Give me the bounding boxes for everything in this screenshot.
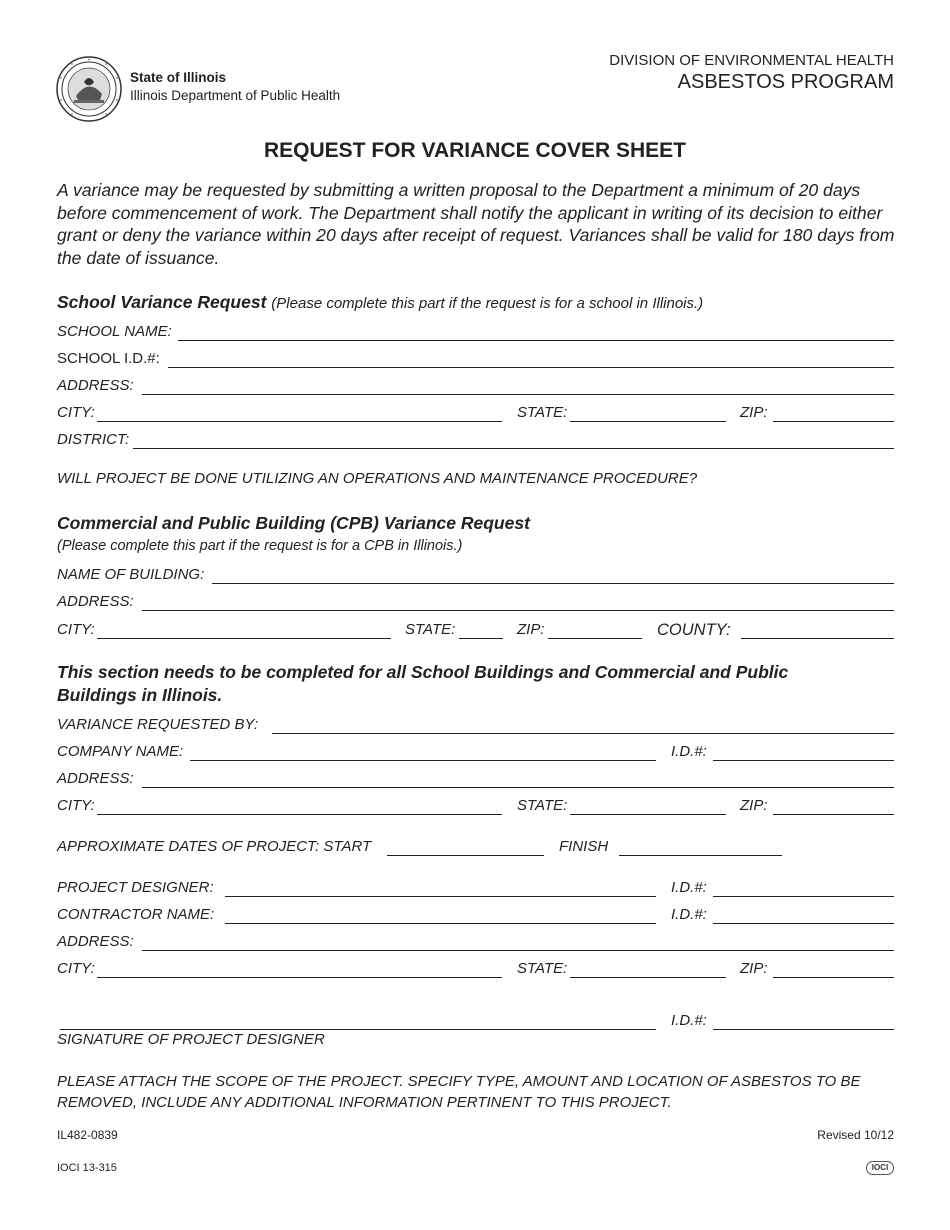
company-id-label: I.D.#: (671, 743, 707, 760)
school-district-row (57, 431, 894, 451)
company-id-field[interactable] (713, 760, 894, 761)
school-id-row (57, 350, 894, 370)
contractor-id-label: I.D.#: (671, 906, 707, 923)
school-name-row (57, 323, 894, 343)
signature-caption-row (57, 1031, 894, 1051)
designer-label: PROJECT DESIGNER: (57, 879, 214, 896)
om-question-row (57, 470, 894, 490)
cpb-zip-field[interactable] (548, 638, 642, 639)
school-state-field[interactable] (570, 421, 726, 422)
company-field[interactable] (190, 760, 656, 761)
header-program: ASBESTOS PROGRAM (677, 71, 894, 93)
designer-row (57, 879, 894, 899)
contractor-state-label: STATE: (517, 960, 568, 977)
designer-id-field[interactable] (713, 896, 894, 897)
header-state: State of Illinois (130, 70, 227, 85)
state-seal-logo (56, 56, 122, 122)
requested-by-row (57, 716, 894, 736)
signature-row (57, 1012, 894, 1032)
contractor-address-label: ADDRESS: (57, 933, 134, 950)
cpb-note: (Please complete this part if the request is for a CPB in Illinois.) (57, 538, 463, 554)
company-state-label: STATE: (517, 797, 568, 814)
cpb-building-row (57, 566, 894, 586)
ioci-logo: IOCI (866, 1161, 894, 1175)
header-division: DIVISION OF ENVIRONMENTAL HEALTH (609, 52, 894, 69)
contractor-address-field[interactable] (142, 950, 894, 951)
cpb-state-label: STATE: (405, 621, 456, 638)
cpb-address-row (57, 593, 894, 613)
ioci-number: IOCI 13-315 (57, 1162, 117, 1174)
school-zip-label: ZIP: (740, 404, 768, 421)
contractor-zip-field[interactable] (773, 977, 894, 978)
school-address-label: ADDRESS: (57, 377, 134, 394)
company-state-field[interactable] (570, 814, 726, 815)
school-city-row (57, 404, 894, 424)
school-heading: School Variance Request (57, 292, 267, 312)
cpb-address-label: ADDRESS: (57, 593, 134, 610)
contractor-zip-label: ZIP: (740, 960, 768, 977)
company-city-field[interactable] (97, 814, 502, 815)
school-district-label: DISTRICT: (57, 431, 130, 448)
school-zip-field[interactable] (773, 421, 894, 422)
cpb-address-field[interactable] (142, 610, 894, 611)
signature-caption: SIGNATURE OF PROJECT DESIGNER (57, 1031, 325, 1048)
company-city-label: CITY: (57, 797, 95, 814)
cpb-city-label: CITY: (57, 621, 95, 638)
school-address-field[interactable] (142, 394, 894, 395)
school-address-row (57, 377, 894, 397)
contractor-address-row (57, 933, 894, 953)
cpb-zip-label: ZIP: (517, 621, 545, 638)
finish-date-field[interactable] (619, 855, 782, 856)
requested-by-field[interactable] (272, 733, 894, 734)
contractor-city-row (57, 960, 894, 980)
intro-paragraph: A variance may be requested by submitting a written proposal to the Department a minimum of 20 days before commencement of work. The Department shall notify the applicant in writing of its decision to either grant or deny the variance within 20 days after receipt of request. Variances shall be valid for 180 days from the date of issuance. (57, 180, 895, 268)
signature-field[interactable] (60, 1029, 656, 1030)
school-id-field[interactable] (168, 367, 894, 368)
company-address-field[interactable] (142, 787, 894, 788)
dates-row (57, 838, 894, 858)
contractor-city-field[interactable] (97, 977, 502, 978)
signature-id-field[interactable] (713, 1029, 894, 1030)
cpb-state-field[interactable] (459, 638, 503, 639)
school-city-field[interactable] (97, 421, 502, 422)
header-department: Illinois Department of Public Health (130, 88, 341, 103)
school-name-field[interactable] (178, 340, 894, 341)
contractor-id-field[interactable] (713, 923, 894, 924)
signature-id-label: I.D.#: (671, 1012, 707, 1029)
school-state-label: STATE: (517, 404, 568, 421)
contractor-city-label: CITY: (57, 960, 95, 977)
company-row (57, 743, 894, 763)
school-id-label: SCHOOL I.D.#: (57, 350, 160, 367)
company-label: COMPANY NAME: (57, 743, 184, 760)
attach-instructions: PLEASE ATTACH THE SCOPE OF THE PROJECT. SPECIFY TYPE, AMOUNT AND LOCATION OF ASBESTOS TO BE REMOVED, INCLUDE ANY ADDITIONAL INFORMATION PERTINENT TO THIS PROJECT. (57, 1073, 861, 1111)
designer-field[interactable] (225, 896, 656, 897)
school-name-label: SCHOOL NAME: (57, 323, 172, 340)
contractor-state-field[interactable] (570, 977, 726, 978)
dates-finish-label: FINISH (559, 838, 609, 855)
cpb-county-label: COUNTY: (657, 621, 731, 639)
school-section-heading (57, 292, 703, 313)
requested-by-label: VARIANCE REQUESTED BY: (57, 716, 259, 733)
om-question: WILL PROJECT BE DONE UTILIZING AN OPERATIONS AND MAINTENANCE PROCEDURE? (57, 470, 698, 487)
contractor-field[interactable] (225, 923, 656, 924)
company-zip-label: ZIP: (740, 797, 768, 814)
start-date-field[interactable] (387, 855, 544, 856)
designer-id-label: I.D.#: (671, 879, 707, 896)
company-address-label: ADDRESS: (57, 770, 134, 787)
cpb-city-field[interactable] (97, 638, 391, 639)
contractor-label: CONTRACTOR NAME: (57, 906, 215, 923)
contractor-row (57, 906, 894, 926)
school-note: (Please complete this part if the request is for a school in Illinois.) (271, 295, 704, 312)
all-section-heading: This section needs to be completed for all School Buildings and Commercial and Public Buildings in Illinois. (57, 662, 789, 705)
company-zip-field[interactable] (773, 814, 894, 815)
cpb-county-field[interactable] (741, 638, 894, 639)
cpb-building-field[interactable] (212, 583, 894, 584)
school-district-field[interactable] (133, 448, 894, 449)
form-number: IL482-0839 (57, 1128, 118, 1142)
cpb-building-label: NAME OF BUILDING: (57, 566, 205, 583)
revised-date: Revised 10/12 (817, 1128, 894, 1142)
cpb-heading: Commercial and Public Building (CPB) Variance Request (57, 513, 530, 533)
company-address-row (57, 770, 894, 790)
page-title: REQUEST FOR VARIANCE COVER SHEET (264, 139, 686, 162)
school-city-label: CITY: (57, 404, 95, 421)
cpb-city-row (57, 621, 894, 641)
company-city-row (57, 797, 894, 817)
dates-start-label: APPROXIMATE DATES OF PROJECT: START (57, 838, 372, 855)
